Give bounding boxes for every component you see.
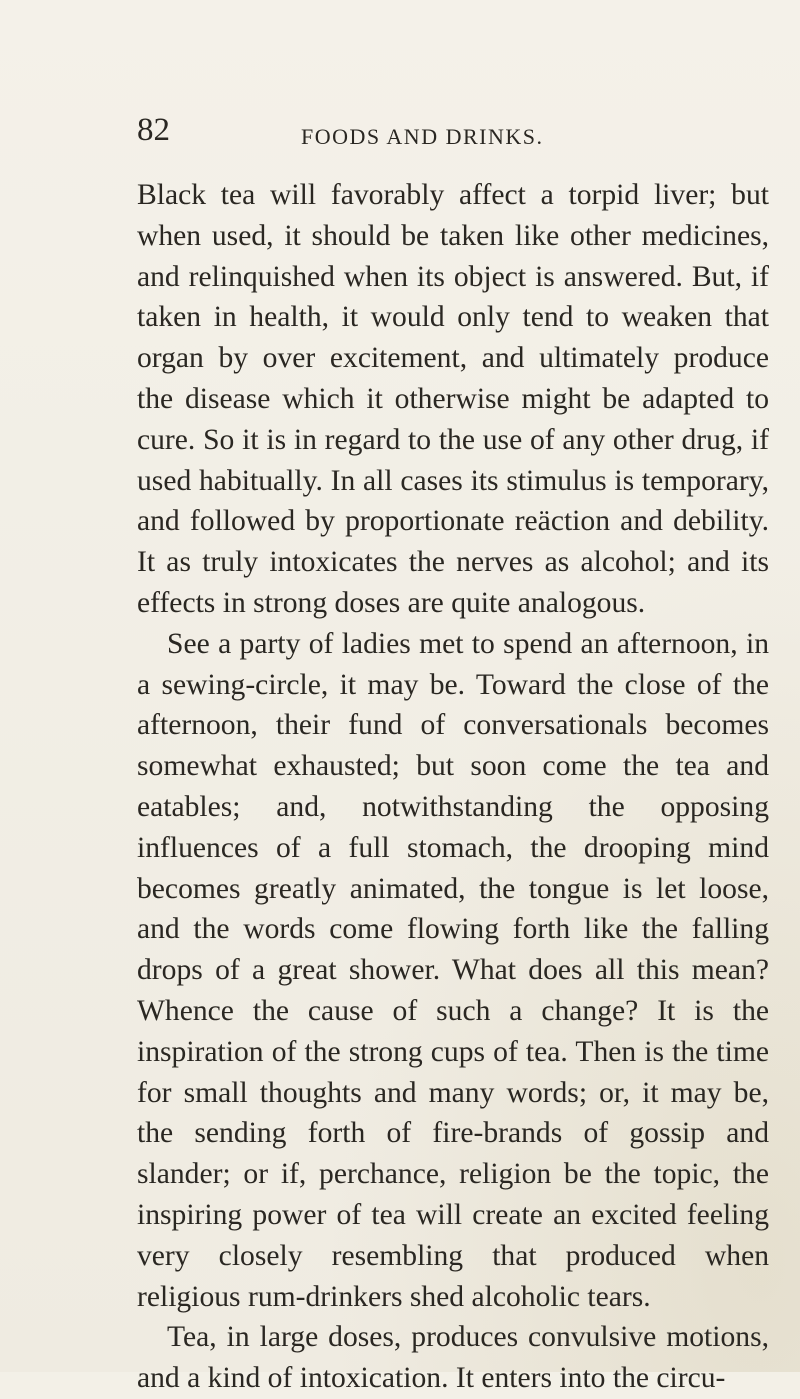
paragraph-1: Black tea will favorably affect a torpid liver; but when used, it should be taken like other medicines, and relinquished when its object is answered. But, if taken in health, it would only tend to weaken that organ by over excitement, and ultimately produce the disease which it otherwise might be adapted to cure. So it is in regard to the use of any other drug, if used habitually. In all cases its stimulus is temporary, and followed by proportionate reäction and debility. It as truly intoxicates the nerves as alcohol; and its effects in strong doses are quite analogous.: [137, 179, 769, 619]
page-header: [137, 108, 767, 152]
body-text: [137, 175, 769, 1399]
paragraph-2: See a party of ladies met to spend an afternoon, in a sewing-circle, it may be. Toward the close of the afternoon, their fund of conversationals becomes somewhat exhausted; but soon come the tea and eatables; and, notwithstanding the opposing influences of a full stomach, the drooping mind becomes greatly animated, the tongue is let loose, and the words come flowing forth like the falling drops of a great shower. What does all this mean? Whence the cause of such a change? It is the inspiration of the strong cups of tea. Then is the time for small thoughts and many words; or, it may be, the sending forth of fire-brands of gossip and slander; or if, perchance, religion be the topic, the inspiring power of tea will create an excited feeling very closely resembling that produced when religious rum-drinkers shed alcoholic tears.: [137, 627, 769, 1313]
running-title: FOODS AND DRINKS.: [301, 124, 544, 149]
page-number: 82: [137, 112, 170, 148]
paragraph-3: Tea, in large doses, produces convulsive motions, and a kind of intoxication. It enters into the circu-: [137, 1321, 769, 1395]
